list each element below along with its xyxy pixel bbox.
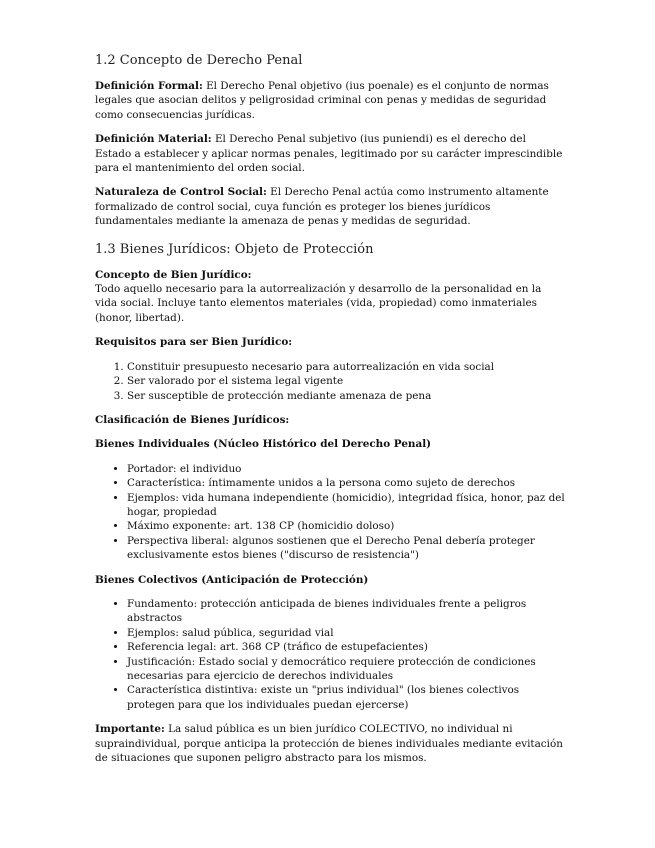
list-bienes-individuales — [95, 462, 565, 563]
list-item: • Característica: íntimamente unidos a la persona como sujeto de derechos — [127, 476, 565, 490]
list-item: • Portador: el individuo — [127, 462, 565, 476]
list-bienes-colectivos — [95, 597, 565, 712]
label-concepto-bien-juridico: Concepto de Bien Jurídico: — [95, 268, 252, 281]
paragraph-definicion-formal — [95, 79, 565, 122]
label-requisitos: Requisitos para ser Bien Jurídico: — [95, 336, 293, 349]
label-definicion-formal: Definición Formal: — [95, 80, 203, 92]
text-importante: La salud pública es un bien jurídico COLECTIVO, no individual ni supraindividual, porque anticipa la protección de bienes individuales mediante evitación de situaciones que suponen peligro abstracto para los mismos. — [95, 723, 563, 765]
list-item: 3. Ser susceptible de protección mediante amenaza de pena — [127, 389, 565, 403]
label-importante: Importante: — [95, 723, 165, 736]
label-bienes-colectivos: Bienes Colectivos (Anticipación de Protección) — [95, 573, 369, 586]
section-heading-1-3: 1.3 Bienes Jurídicos: Objeto de Protección — [95, 241, 374, 257]
label-control-social: Naturaleza de Control Social: — [95, 186, 267, 199]
list-item: • Ejemplos: vida humana independiente (homicidio), integridad física, honor, paz del hogar, propiedad — [127, 491, 565, 520]
list-item: • Máximo exponente: art. 138 CP (homicidio doloso) — [127, 519, 565, 533]
list-requisitos — [95, 360, 565, 403]
list-item: • Característica distintiva: existe un "prius individual" (los bienes colectivos protegen para que los individuales puedan ejercerse) — [127, 683, 565, 712]
list-item: • Ejemplos: salud pública, seguridad vial — [127, 626, 565, 640]
list-item: • Perspectiva liberal: algunos sostienen que el Derecho Penal debería proteger exclusivamente estos bienes ("discurso de resistencia") — [127, 534, 565, 563]
label-clasificacion: Clasificación de Bienes Jurídicos: — [95, 413, 290, 426]
label-definicion-material: Definición Material: — [95, 133, 212, 146]
paragraph-control-social — [95, 185, 565, 228]
list-item: • Referencia legal: art. 368 CP (tráfico de estupefacientes) — [127, 640, 565, 654]
section-heading-1-2: 1.2 Concepto de Derecho Penal — [95, 53, 303, 68]
list-item: 1. Constituir presupuesto necesario para autorrealización en vida social — [127, 360, 565, 374]
list-item: • Justificación: Estado social y democrático requiere protección de condiciones necesarias para ejercicio de derechos individuales — [127, 655, 565, 684]
concept-block — [95, 268, 565, 326]
list-item: • Fundamento: protección anticipada de bienes individuales frente a peligros abstractos — [127, 597, 565, 626]
label-bienes-individuales: Bienes Individuales (Núcleo Histórico del Derecho Penal) — [95, 438, 432, 451]
text-control-social: El Derecho Penal actúa como instrumento altamente formalizado de control social, cuya función es proteger los bienes jurídicos fundamentales mediante la amenaza de penas y medidas de seguridad. — [95, 186, 549, 228]
paragraph-definicion-material — [95, 132, 565, 175]
paragraph-importante — [95, 722, 565, 765]
text-definicion-material: El Derecho Penal subjetivo (ius puniendi) es el derecho del Estado a establecer y aplicar normas penales, legitimado por su carácter imprescindible para el mantenimiento del orden social. — [95, 133, 563, 175]
text-definicion-formal: El Derecho Penal objetivo (ius poenale) es el conjunto de normas legales que asocian delitos y peligrosidad criminal con penas y medidas de seguridad como consecuencias jurídicas. — [95, 80, 549, 121]
document-page — [95, 52, 565, 775]
list-item: 2. Ser valorado por el sistema legal vigente — [127, 374, 565, 388]
text-concepto-bien-juridico: Todo aquello necesario para la autorrealización y desarrollo de la personalidad en la vida social. Incluye tanto elementos materiales (vida, propiedad) como inmateriales (honor, libertad). — [95, 283, 542, 324]
